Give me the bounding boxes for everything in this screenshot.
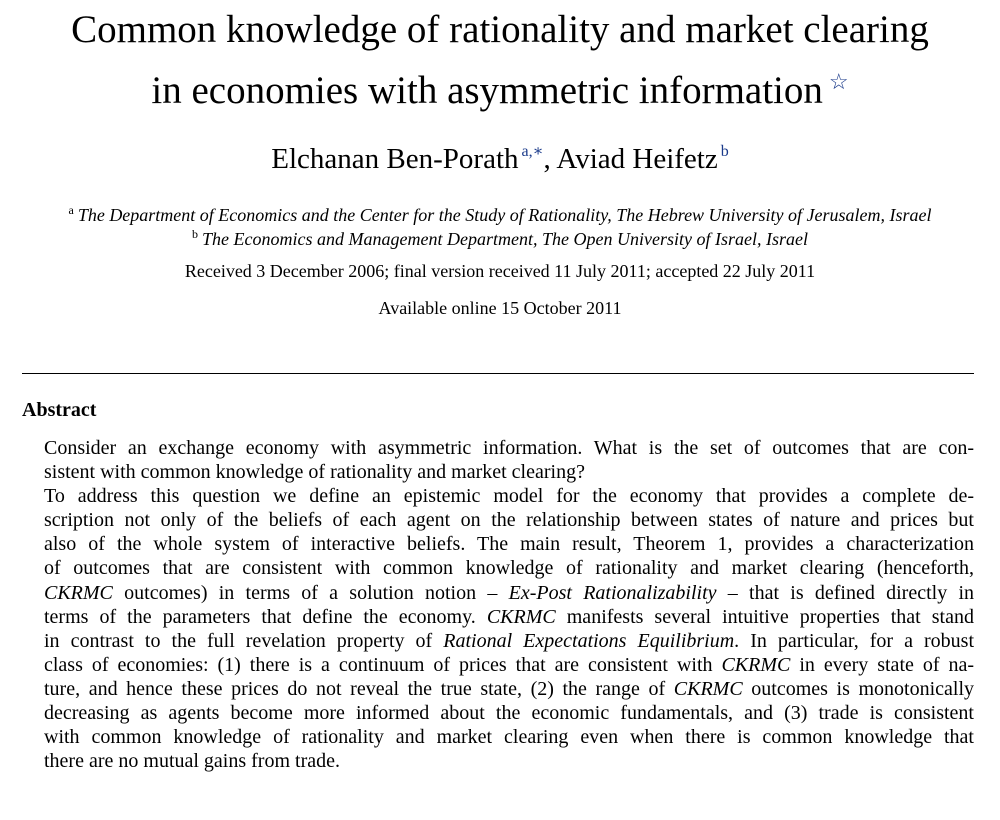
affiliation-a-text: The Department of Economics and the Center for the Study of Rationality, The Hebrew University of Jerusalem, Israel xyxy=(77,205,932,225)
title-line-2 xyxy=(0,56,1000,117)
author-list xyxy=(0,132,1000,179)
abstract-body xyxy=(22,436,974,773)
text-run: manifests several intuitive properties that stand xyxy=(555,605,974,628)
received-dates: Received 3 December 2006; final version received 11 July 2011; accepted 22 July 2011 xyxy=(184,261,816,281)
title-line-1: Common knowledge of rationality and market clearing xyxy=(71,8,929,51)
abstract-heading: Abstract xyxy=(22,399,97,421)
affiliation-a-mark: a xyxy=(68,203,74,217)
abstract-line xyxy=(22,581,974,605)
text-run: class of economies: (1) there is a continuum of prices that are consistent with xyxy=(44,653,722,676)
text-run: – that is defined directly in xyxy=(716,581,975,604)
text-run: in every state of na- xyxy=(790,653,974,676)
affiliation-b xyxy=(0,222,1000,251)
star-footnote-icon[interactable]: ☆ xyxy=(828,69,849,94)
abstract-line: Consider an exchange economy with asymmetric information. What is the set of outcomes that are con- xyxy=(44,437,974,459)
abstract-line: decreasing as agents become more informed about the economic fundamentals, and (3) trade is consistent xyxy=(44,702,974,725)
affiliation-b-mark: b xyxy=(192,227,199,241)
text-run: ture, and hence these prices do not reveal the true state, (2) the range of xyxy=(44,677,674,700)
section-divider xyxy=(22,373,974,374)
affiliation-b-text: The Economics and Management Department, The Open University of Israel, Israel xyxy=(202,229,808,249)
ex-post-rationalizability-term: Ex-Post Rationalizability xyxy=(508,581,717,604)
abstract-paragraph-2 xyxy=(22,484,974,773)
author-2-affiliation-mark[interactable]: b xyxy=(720,143,729,160)
ckrmc-term: CKRMC xyxy=(44,581,113,604)
text-run: terms of the parameters that define the economy. xyxy=(44,605,487,628)
ckrmc-term: CKRMC xyxy=(486,605,556,628)
rational-expectations-equilibrium-term: Rational Expectations Equilibrium xyxy=(443,629,735,652)
abstract-line: of outcomes that are consistent with common knowledge of rationality and market clearing (henceforth, xyxy=(44,557,974,580)
abstract-line: also of the whole system of interactive beliefs. The main result, Theorem 1, provides a characterization xyxy=(44,533,974,556)
ckrmc-term: CKRMC xyxy=(673,677,743,700)
author-1-affiliation-marks[interactable]: a,∗ xyxy=(521,143,544,160)
abstract-line xyxy=(22,605,974,629)
text-run: in contrast to the full revelation property of xyxy=(44,629,444,652)
paper-title xyxy=(0,4,1000,117)
abstract-line xyxy=(22,653,974,677)
text-run: outcomes) in terms of a solution notion – xyxy=(112,581,509,604)
text-run: . In particular, for a robust xyxy=(734,629,974,652)
author-name-2: Aviad Heifetz xyxy=(556,143,718,175)
author-name-1: Elchanan Ben-Porath xyxy=(271,143,519,175)
abstract-paragraph-1 xyxy=(22,436,974,484)
abstract-line: scription not only of the beliefs of each agent on the relationship between states of nature and prices but xyxy=(44,509,974,532)
abstract-line: there are no mutual gains from trade. xyxy=(44,750,340,773)
abstract-line: with common knowledge of rationality and market clearing even when there is common knowledge that xyxy=(44,726,974,749)
abstract-line xyxy=(22,629,974,653)
abstract-line: To address this question we define an epistemic model for the economy that provides a complete de- xyxy=(44,485,974,508)
author-separator: , xyxy=(543,143,551,175)
abstract-line xyxy=(22,677,974,701)
available-online-date: Available online 15 October 2011 xyxy=(378,298,622,318)
title-line-2-text: in economies with asymmetric information xyxy=(151,69,823,112)
ckrmc-term: CKRMC xyxy=(721,653,791,676)
abstract-line: sistent with common knowledge of rationality and market clearing? xyxy=(44,461,585,484)
text-run: outcomes is monotonically xyxy=(742,677,974,700)
